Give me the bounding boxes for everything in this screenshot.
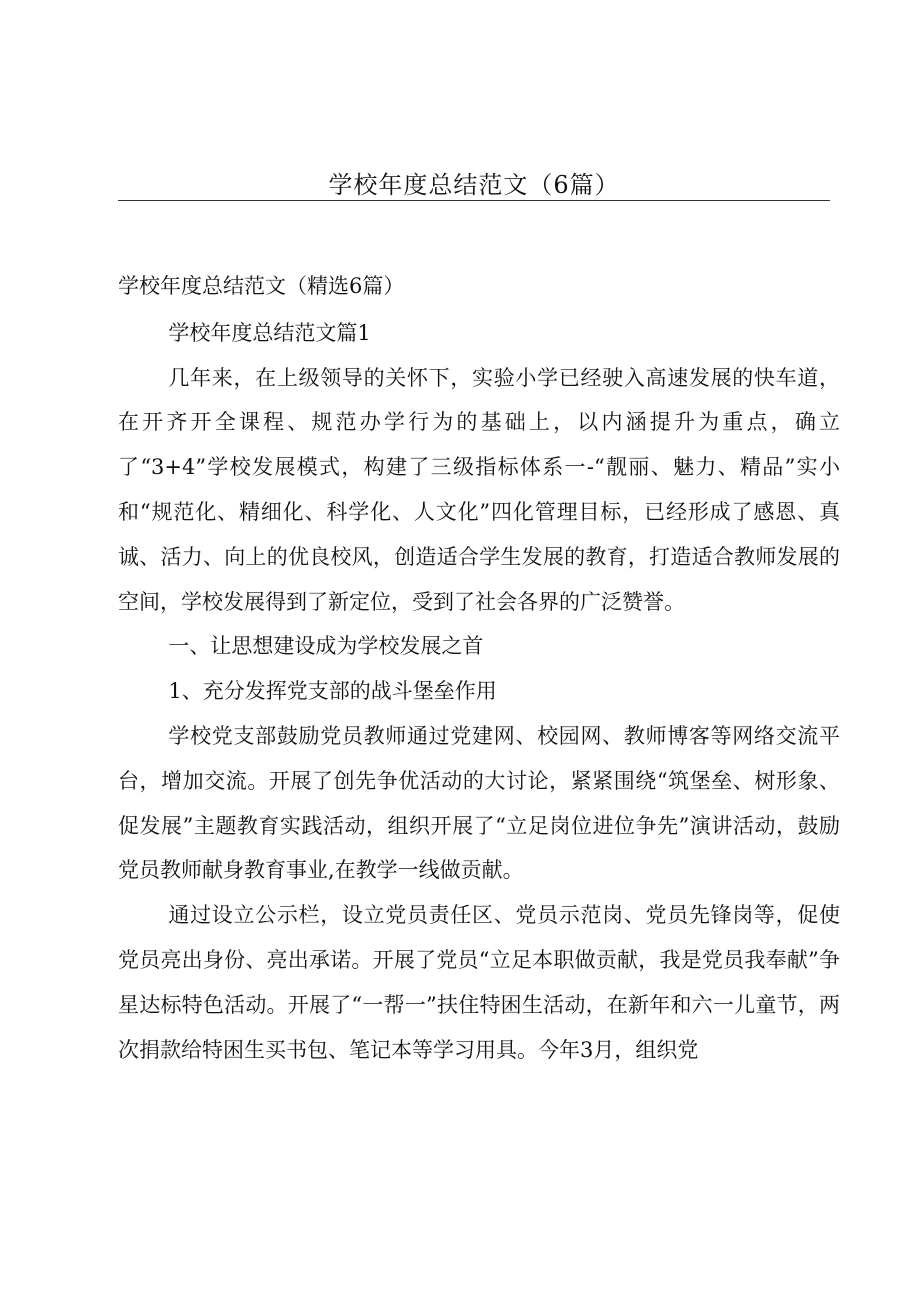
subsection-heading-1-1: 1、充分发挥党支部的战斗堡垒作用 — [168, 679, 497, 704]
document-body — [118, 264, 840, 1072]
section-heading-article-1: 学校年度总结范文篇1 — [168, 320, 371, 345]
title-underline — [118, 200, 830, 201]
document-subtitle: 学校年度总结范文（精选6篇） — [118, 274, 405, 298]
section-heading-1: 一、让思想建设成为学校发展之首 — [168, 634, 484, 659]
paragraph-intro: 几年来，在上级领导的关怀下，实验小学已经驶入高速发展的快车道，在开齐开全课程、规范办学行为的基础上，以内涵提升为重点，确立了“3+4”学校发展模式，构建了三级指标体系一-“靓丽、魅力、精品”实小和“规范化、精细化、科学化、人文化”四化管理目标，已经形成了感恩、真诚、活力、向上的优良校风，创造适合学生发展的教育，打造适合教师发展的空间，学校发展得到了新定位，受到了社会各界的广泛赞誉。 — [118, 365, 840, 614]
paragraph-party-activities: 通过设立公示栏，设立党员责任区、党员示范岗、党员先锋岗等，促使党员亮出身份、亮出承诺。开展了党员“立足本职做贡献，我是党员我奉献”争星达标特色活动。开展了“一帮一”扶住特困生活动，在新年和六一儿童节，两次捐款给特困生买书包、笔记本等学习用具。今年3月，组织党 — [118, 903, 840, 1062]
document-title: 学校年度总结范文（6篇） — [328, 171, 620, 199]
paragraph-party-branch: 学校党支部鼓励党员教师通过党建网、校园网、教师博客等网络交流平台，增加交流。开展了创先争优活动的大讨论，紧紧围绕“筑堡垒、树形象、促发展”主题教育实践活动，组织开展了“立足岗位进位争先”演讲活动，鼓励党员教师献身教育事业,在教学一线做贡献。 — [118, 723, 840, 883]
